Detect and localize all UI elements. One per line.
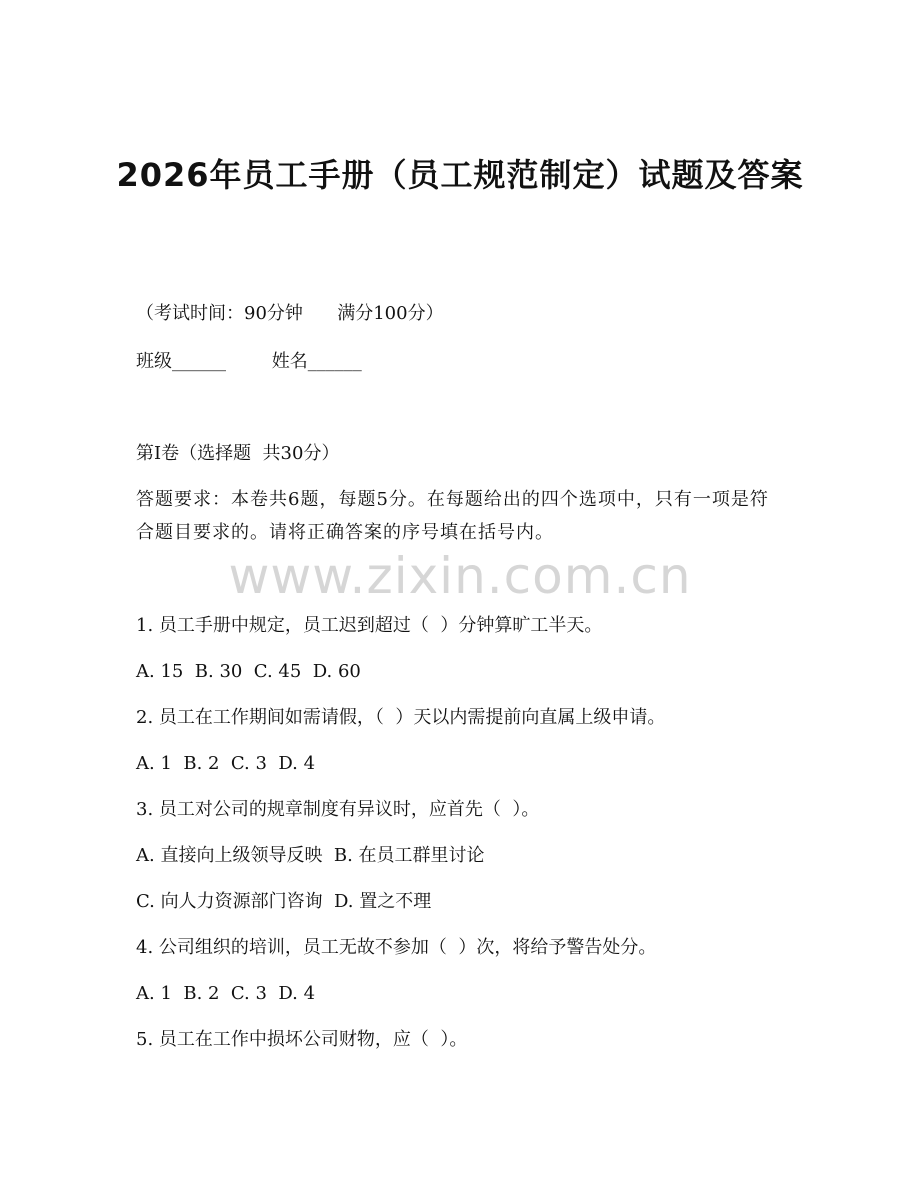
section-title: 第I卷（选择题 共30分） [136,443,340,464]
question-5: 5. 员工在工作中损坏公司财物，应（ ）。 [136,1029,468,1050]
question-3-options: A. 直接向上级领导反映 B. 在员工群里讨论 [136,845,485,866]
question-3: 3. 员工对公司的规章制度有异议时，应首先（ ）。 [136,799,540,820]
question-4: 4. 公司组织的培训，员工无故不参加（ ）次，将给予警告处分。 [136,937,657,958]
question-1-options: A. 15 B. 30 C. 45 D. 60 [136,661,361,682]
question-4-options: A. 1 B. 2 C. 3 D. 4 [136,983,316,1004]
instructions: 答题要求：本卷共6题，每题5分。在每题给出的四个选项中，只有一项是符合题目要求的。请将正确答案的序号填在括号内。 [136,489,769,543]
question-2-options: A. 1 B. 2 C. 3 D. 4 [136,753,316,774]
class-name-line: 班级______ 姓名______ [136,351,362,372]
document-title: 2026年员工手册（员工规范制定）试题及答案 [116,156,804,194]
watermark: www.zixin.com.cn [228,547,692,605]
question-2: 2. 员工在工作期间如需请假，（ ）天以内需提前向直属上级申请。 [136,707,666,728]
exam-info: （考试时间：90分钟 满分100分） [136,303,444,324]
question-3-options-2: C. 向人力资源部门咨询 D. 置之不理 [136,891,432,912]
question-1: 1. 员工手册中规定，员工迟到超过（ ）分钟算旷工半天。 [136,615,603,636]
